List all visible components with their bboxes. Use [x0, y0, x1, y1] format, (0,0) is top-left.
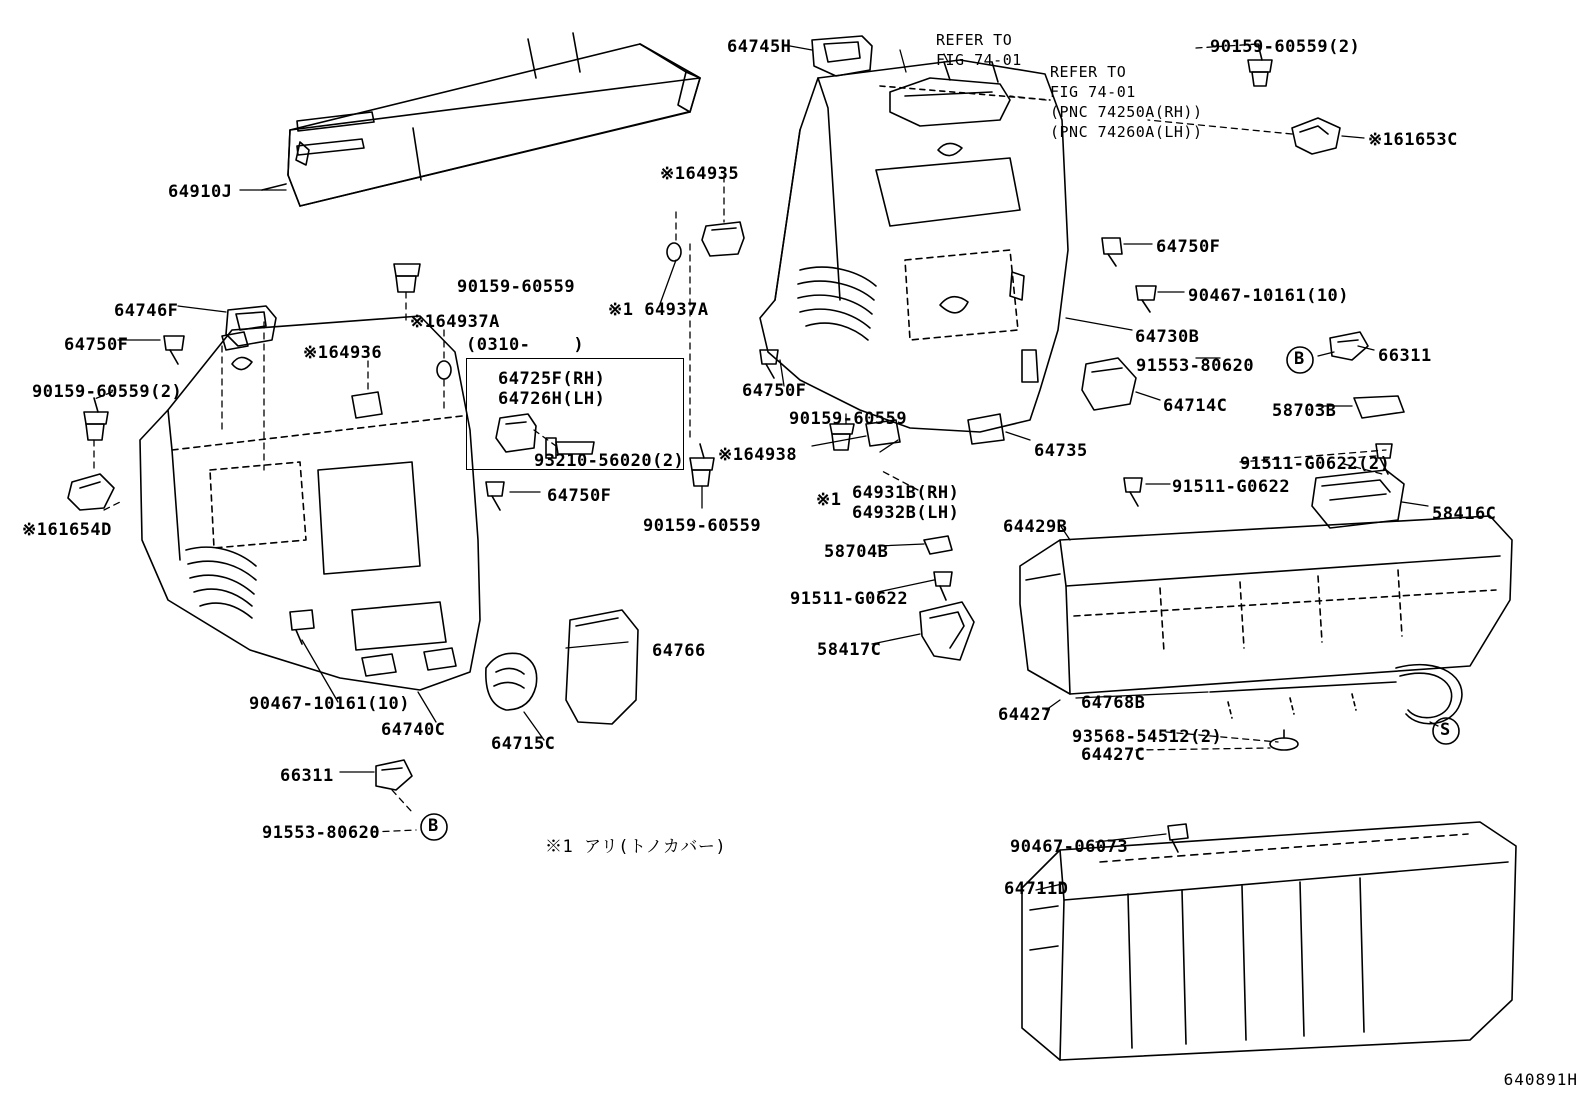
callout-64730B: 64730B	[1135, 327, 1200, 347]
callout-90159-60559-mid: 90159-60559	[789, 409, 908, 429]
callout-90159-60559-2-top: 90159-60559(2)	[1210, 37, 1361, 57]
callout-64711D: 64711D	[1004, 879, 1069, 899]
callout-90467-10161-left: 90467-10161(10)	[249, 694, 411, 714]
circle-mark-B-left: B	[428, 816, 439, 836]
refer-note-2-line1: REFER TO	[1050, 63, 1127, 81]
callout-64750F-mid: 64750F	[742, 381, 807, 401]
callout-58703B: 58703B	[1272, 401, 1337, 421]
callout-90159-60559-bottom: 90159-60559	[643, 516, 762, 536]
boxed-part-lh: 64726H(LH)	[498, 389, 606, 409]
callout-64745H: 64745H	[727, 37, 792, 57]
callout-90159-60559-top-left: 90159-60559	[457, 277, 576, 297]
callout-64740C: 64740C	[381, 720, 446, 740]
callout-93568-54512: 93568-54512(2)	[1072, 727, 1223, 747]
sheet-code: 640891H	[1503, 1070, 1578, 1089]
callout-64746F: 64746F	[114, 301, 179, 321]
callout-164938: ※164938	[718, 445, 798, 465]
callout-161653C: ※161653C	[1368, 130, 1458, 150]
callout-58704B: 58704B	[824, 542, 889, 562]
callout-64735: 64735	[1034, 441, 1088, 461]
callout-64932B: 64932B(LH)	[852, 503, 960, 523]
callout-64910J: 64910J	[168, 182, 233, 202]
footnote: ※1 アリ(トノカバー)	[545, 837, 727, 857]
refer-note-1-line1: REFER TO	[936, 31, 1013, 49]
callout-asterisk-64931: ※1	[816, 490, 842, 510]
callout-161654D: ※161654D	[22, 520, 112, 540]
callout-64715C: 64715C	[491, 734, 556, 754]
callout-90159-60559-2-left: 90159-60559(2)	[32, 382, 183, 402]
circle-mark-S: S	[1440, 720, 1451, 740]
callout-64427C: 64427C	[1081, 745, 1146, 765]
refer-note-2-line3: (PNC 74250A(RH))	[1050, 103, 1203, 121]
callout-64750F-left-2: 64750F	[547, 486, 612, 506]
callout-164935: ※164935	[660, 164, 740, 184]
callout-90467-10161-right: 90467-10161(10)	[1188, 286, 1350, 306]
callout-66311-left: 66311	[280, 766, 334, 786]
callout-64750F-left-1: 64750F	[64, 335, 129, 355]
callout-64427: 64427	[998, 705, 1052, 725]
circle-mark-B-right: B	[1294, 349, 1305, 369]
boxed-date-range: (0310- )	[466, 335, 585, 355]
callout-64714C: 64714C	[1163, 396, 1228, 416]
callout-64766: 64766	[652, 641, 706, 661]
callout-91511-G0622-1: 91511-G0622	[1172, 477, 1291, 497]
callout-64429B: 64429B	[1003, 517, 1068, 537]
refer-note-1-line2: FIG 74-01	[936, 51, 1022, 69]
callout-164936: ※164936	[303, 343, 383, 363]
boxed-fastener: 93210-56020(2)	[534, 451, 685, 471]
callout-90467-06073: 90467-06073	[1010, 837, 1129, 857]
callout-164937A-left: ※164937A	[410, 312, 500, 332]
refer-note-2-line4: (PNC 74260A(LH))	[1050, 123, 1203, 141]
callout-91511-G0622-2: 91511-G0622(2)	[1240, 454, 1391, 474]
callout-58416C: 58416C	[1432, 504, 1497, 524]
refer-note-2-line2: FIG 74-01	[1050, 83, 1136, 101]
callout-64937A: ※1 64937A	[608, 300, 709, 320]
callout-64750F-right: 64750F	[1156, 237, 1221, 257]
callout-58417C: 58417C	[817, 640, 882, 660]
callout-91511-G0622-single: 91511-G0622	[790, 589, 909, 609]
callout-91553-80620-left: 91553-80620	[262, 823, 381, 843]
callout-66311-right: 66311	[1378, 346, 1432, 366]
callout-91553-80620-right: 91553-80620	[1136, 356, 1255, 376]
callout-64931B: 64931B(RH)	[852, 483, 960, 503]
callout-64768B: 64768B	[1081, 693, 1146, 713]
boxed-part-rh: 64725F(RH)	[498, 369, 606, 389]
